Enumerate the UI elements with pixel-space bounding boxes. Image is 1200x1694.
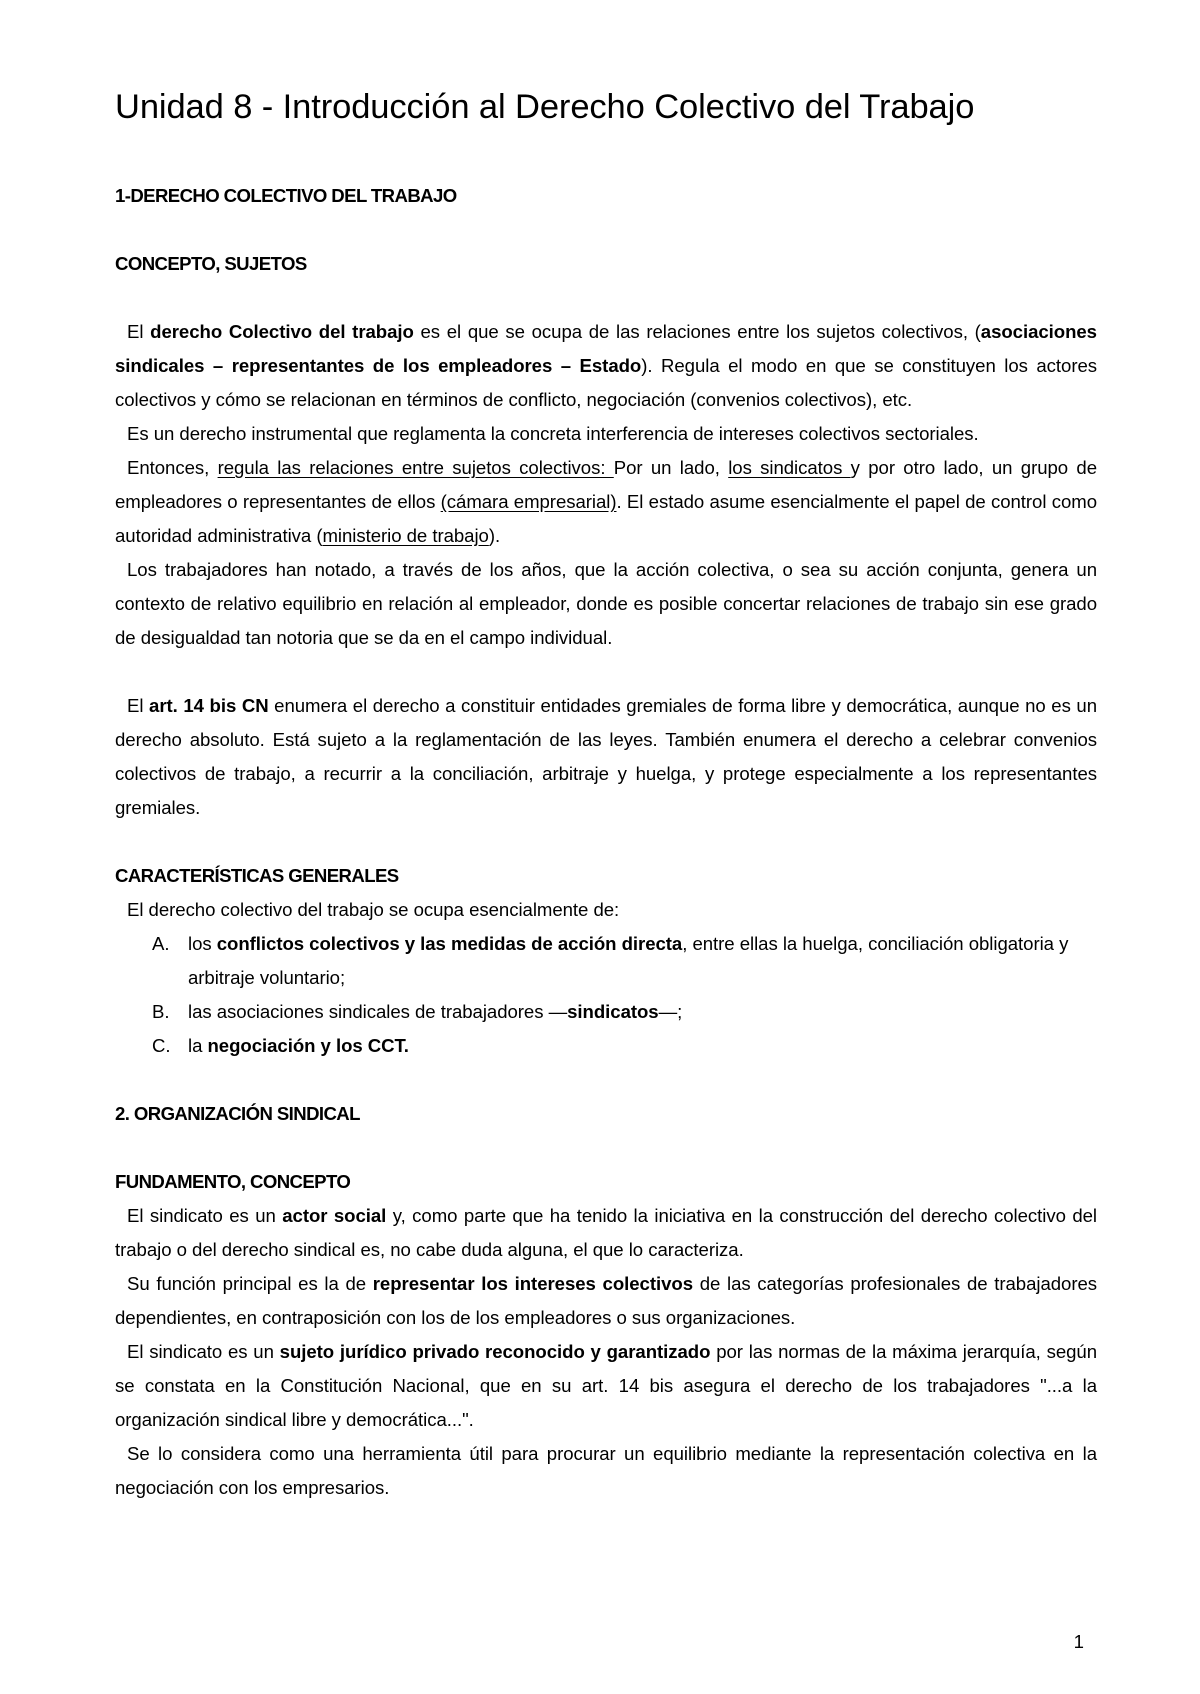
paragraph-sujeto-juridico — [115, 1335, 1097, 1437]
text: enumera el derecho a constituir entidades gremiales de forma libre y democrática, aunque no es un derecho absoluto. Está sujeto a la reglamentación de las leyes. También enumera el derecho a celebrar convenios colectivos de trabajo, a recurrir a la conciliación, arbitraje y huelga, y protege especialmente a los representantes gremiales. — [115, 695, 1097, 818]
list-item — [115, 1029, 1097, 1063]
text: de las categorías profesionales de trabajadores dependientes, en contraposición con los de los empleadores o sus organizaciones. — [115, 1273, 1098, 1328]
bold-text: actor social — [282, 1205, 387, 1226]
list-item — [115, 927, 1097, 995]
underlined-text: regula las relaciones entre sujetos colectivos: — [217, 457, 614, 478]
text: ). Regula el modo en que se constituyen los actores colectivos y cómo se relacionan en términos de conflicto, negociación (convenios colectivos), etc. — [115, 355, 1097, 410]
paragraph-actor-social — [115, 1199, 1097, 1267]
bold-text: representar los intereses colectivos — [372, 1273, 693, 1294]
text: ). — [488, 525, 501, 546]
page-number: 1 — [1073, 1631, 1084, 1652]
subheading-concepto-sujetos: CONCEPTO, SUJETOS — [115, 253, 307, 274]
bold-text: negociación y los CCT. — [207, 1035, 409, 1056]
section-heading-organizacion-sindical: 2. ORGANIZACIÓN SINDICAL — [115, 1103, 360, 1124]
text: El sindicato es un — [127, 1341, 280, 1362]
underlined-text: los sindicatos — [728, 457, 851, 478]
text: El — [127, 321, 151, 342]
paragraph-instrumental: Es un derecho instrumental que reglamenta la concreta interferencia de intereses colectivos sectoriales. — [127, 423, 979, 444]
paragraph-funcion-principal — [115, 1267, 1097, 1335]
section-heading-derecho-colectivo: 1-DERECHO COLECTIVO DEL TRABAJO — [115, 185, 457, 206]
paragraph-trabajadores: Los trabajadores han notado, a través de los años, que la acción colectiva, o sea su acción conjunta, genera un contexto de relativo equilibrio en relación al empleador, donde es posible concertar relaciones de trabajo sin ese grado de desigualdad tan notoria que se da en el campo individual. — [115, 559, 1097, 648]
underlined-text: ministerio de trabajo — [322, 525, 489, 546]
characteristics-list — [115, 927, 1097, 1063]
bold-text: sujeto jurídico privado reconocido y garantizado — [279, 1341, 711, 1362]
bold-text: asociaciones sindicales – representantes de los empleadores – Estado — [115, 321, 1097, 376]
text: Por un lado, — [613, 457, 729, 478]
subheading-fundamento-concepto: FUNDAMENTO, CONCEPTO — [115, 1171, 351, 1192]
underlined-text: (cámara empresarial) — [440, 491, 617, 512]
text: Entonces, — [127, 457, 218, 478]
list-marker: B. — [152, 1001, 170, 1022]
paragraph-entonces — [115, 451, 1097, 553]
paragraph-art-14-bis — [115, 689, 1097, 825]
text: la — [188, 1035, 208, 1056]
text: . El estado asume esencialmente el papel de control como autoridad administrativa ( — [115, 491, 1097, 546]
paragraph-definicion — [115, 315, 1097, 417]
bold-text: art. 14 bis CN — [149, 695, 269, 716]
text: por las normas de la máxima jerarquía, según se constata en la Constitución Nacional, que en su art. 14 bis asegura el derecho de los trabajadores "...a la organización sindical libre y democrática...". — [115, 1341, 1097, 1430]
text: es el que se ocupa de las relaciones entre los sujetos colectivos, ( — [413, 321, 981, 342]
document-title: Unidad 8 - Introducción al Derecho Colectivo del Trabajo — [115, 88, 975, 126]
bold-text: sindicatos — [567, 1001, 659, 1022]
text: El — [127, 695, 150, 716]
list-marker: A. — [152, 933, 170, 954]
paragraph-herramienta: Se lo considera como una herramienta útil para procurar un equilibrio mediante la representación colectiva en la negociación con los empresarios. — [115, 1443, 1097, 1498]
list-item — [115, 995, 1097, 1029]
text: y, como parte que ha tenido la iniciativa en la construcción del derecho colectivo del trabajo o del derecho sindical es, no cabe duda alguna, el que lo caracteriza. — [115, 1205, 1098, 1260]
text: El sindicato es un — [127, 1205, 283, 1226]
text: —; — [658, 1001, 683, 1022]
text: , entre ellas la huelga, conciliación obligatoria y arbitraje voluntario; — [188, 933, 1069, 988]
text: y por otro lado, un grupo de empleadores o representantes de ellos — [115, 457, 1097, 512]
text: las asociaciones sindicales de trabajadores — — [188, 1001, 568, 1022]
subheading-caracteristicas: CARACTERÍSTICAS GENERALES — [115, 865, 399, 886]
paragraph-caracteristicas-intro: El derecho colectivo del trabajo se ocupa esencialmente de: — [127, 899, 620, 920]
bold-text: conflictos colectivos y las medidas de acción directa — [216, 933, 683, 954]
list-marker: C. — [152, 1035, 171, 1056]
text: los — [188, 933, 217, 954]
text: Su función principal es la de — [127, 1273, 373, 1294]
bold-text: derecho Colectivo del trabajo — [150, 321, 414, 342]
